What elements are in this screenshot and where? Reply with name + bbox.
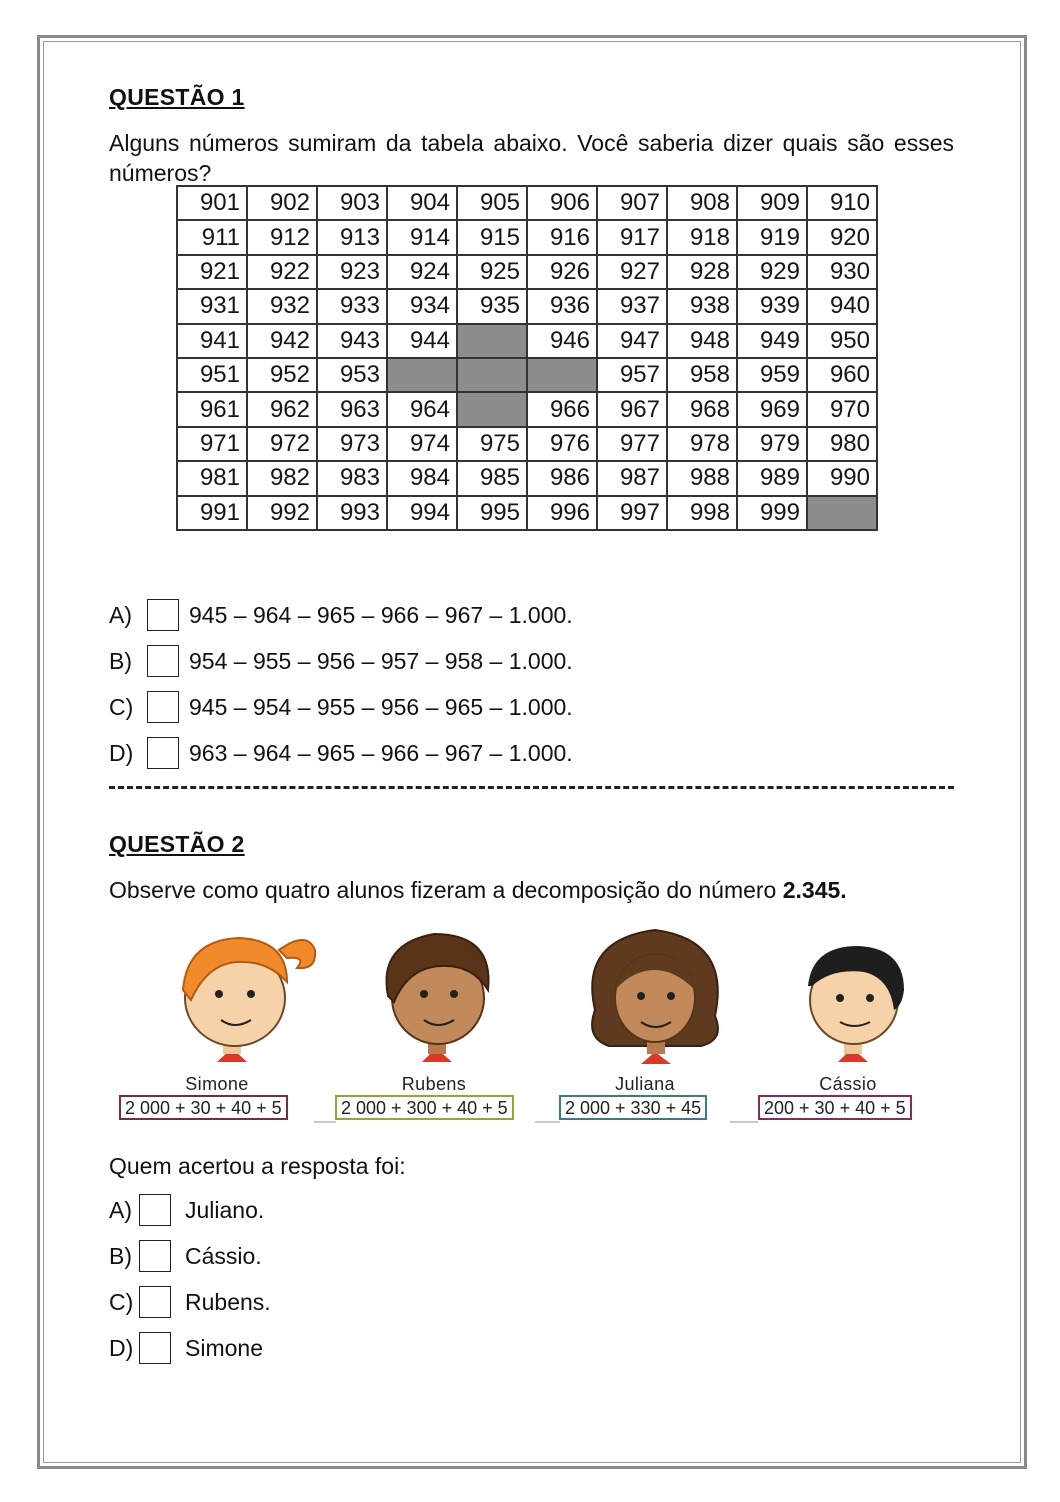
number-cell: 966 (527, 392, 597, 426)
table-row (177, 496, 877, 530)
number-cell: 925 (457, 255, 527, 289)
number-cell: 949 (737, 324, 807, 358)
student-simone (117, 920, 317, 1130)
number-cell: 978 (667, 427, 737, 461)
number-cell: 977 (597, 427, 667, 461)
number-cell: 987 (597, 461, 667, 495)
number-cell: 922 (247, 255, 317, 289)
q1-option-b[interactable] (109, 643, 573, 679)
table-row (177, 324, 877, 358)
option-text: 945 – 964 – 965 – 966 – 967 – 1.000. (189, 601, 573, 628)
number-cell: 974 (387, 427, 457, 461)
number-cell: 996 (527, 496, 597, 530)
number-cell: 995 (457, 496, 527, 530)
option-text: Juliano. (185, 1196, 265, 1223)
section-divider (109, 786, 954, 792)
number-cell: 909 (737, 186, 807, 220)
number-cell: 972 (247, 427, 317, 461)
number-cell: 959 (737, 358, 807, 392)
number-cell: 915 (457, 220, 527, 254)
boy-curly-hair-illustration (364, 920, 514, 1065)
number-cell: 957 (597, 358, 667, 392)
number-cell: 993 (317, 496, 387, 530)
q1-option-c[interactable] (109, 689, 573, 725)
question-2-heading: QUESTÃO 2 (109, 831, 245, 857)
boy-black-hair-illustration (778, 920, 928, 1065)
student-name: Cássio (819, 1074, 877, 1094)
answer-checkbox[interactable] (139, 1286, 171, 1318)
prompt-number: 2.345. (782, 877, 847, 903)
number-cell: 913 (317, 220, 387, 254)
number-cell: 967 (597, 392, 667, 426)
number-cell: 944 (387, 324, 457, 358)
option-text: Cássio. (185, 1242, 262, 1269)
number-cell: 962 (247, 392, 317, 426)
decomposition-box: 2 000 + 330 + 45 (559, 1095, 707, 1120)
number-cell: 998 (667, 496, 737, 530)
option-text: 963 – 964 – 965 – 966 – 967 – 1.000. (189, 739, 573, 766)
number-cell: 934 (387, 289, 457, 323)
number-cell: 963 (317, 392, 387, 426)
number-cell: 947 (597, 324, 667, 358)
missing-number-cell (457, 392, 527, 426)
number-cell: 950 (807, 324, 877, 358)
missing-number-cell (457, 358, 527, 392)
number-cell: 946 (527, 324, 597, 358)
number-cell: 940 (807, 289, 877, 323)
answer-checkbox[interactable] (147, 599, 179, 631)
number-cell: 908 (667, 186, 737, 220)
table-row (177, 255, 877, 289)
answer-checkbox[interactable] (139, 1240, 171, 1272)
number-cell: 983 (317, 461, 387, 495)
table-row (177, 358, 877, 392)
number-cell: 931 (177, 289, 247, 323)
table-row (177, 427, 877, 461)
number-cell: 920 (807, 220, 877, 254)
number-cell: 930 (807, 255, 877, 289)
answer-checkbox[interactable] (139, 1332, 171, 1364)
number-cell: 951 (177, 358, 247, 392)
answer-checkbox[interactable] (147, 645, 179, 677)
number-cell: 985 (457, 461, 527, 495)
number-cell: 952 (247, 358, 317, 392)
answer-checkbox[interactable] (139, 1194, 171, 1226)
girl-orange-hair-illustration (147, 920, 317, 1065)
missing-number-cell (527, 358, 597, 392)
missing-number-cell (387, 358, 457, 392)
number-cell: 988 (667, 461, 737, 495)
number-cell: 926 (527, 255, 597, 289)
number-table (176, 185, 878, 531)
answer-checkbox[interactable] (147, 737, 179, 769)
number-cell: 933 (317, 289, 387, 323)
number-cell: 903 (317, 186, 387, 220)
number-cell: 975 (457, 427, 527, 461)
option-letter: B) (109, 647, 132, 674)
number-cell: 989 (737, 461, 807, 495)
number-cell: 911 (177, 220, 247, 254)
number-cell: 905 (457, 186, 527, 220)
number-cell: 970 (807, 392, 877, 426)
number-cell: 906 (527, 186, 597, 220)
student-cassio (748, 920, 948, 1130)
girl-curly-hair-illustration (575, 920, 735, 1065)
number-cell: 964 (387, 392, 457, 426)
number-cell: 936 (527, 289, 597, 323)
number-cell: 991 (177, 496, 247, 530)
number-cell: 918 (667, 220, 737, 254)
number-cell: 935 (457, 289, 527, 323)
number-cell: 960 (807, 358, 877, 392)
number-cell: 973 (317, 427, 387, 461)
q1-option-a[interactable] (109, 597, 573, 633)
student-juliana (545, 920, 745, 1130)
table-row (177, 220, 877, 254)
number-cell: 921 (177, 255, 247, 289)
option-letter: C) (109, 693, 134, 720)
number-cell: 907 (597, 186, 667, 220)
number-cell: 902 (247, 186, 317, 220)
student-name: Simone (185, 1074, 249, 1094)
number-cell: 917 (597, 220, 667, 254)
number-cell: 916 (527, 220, 597, 254)
number-cell: 910 (807, 186, 877, 220)
number-cell: 948 (667, 324, 737, 358)
table-row (177, 392, 877, 426)
number-cell: 939 (737, 289, 807, 323)
number-cell: 997 (597, 496, 667, 530)
prompt-text: Observe como quatro alunos fizeram a decomposição do número (109, 877, 783, 903)
decomposition-box: 200 + 30 + 40 + 5 (758, 1095, 912, 1120)
q2-option-a[interactable] (109, 1192, 264, 1228)
option-letter: D) (109, 1334, 134, 1361)
option-text: 945 – 954 – 955 – 956 – 965 – 1.000. (189, 693, 573, 720)
decomposition-box: 2 000 + 30 + 40 + 5 (119, 1095, 288, 1120)
option-text: 954 – 955 – 956 – 957 – 958 – 1.000. (189, 647, 573, 674)
table-row (177, 461, 877, 495)
option-text: Rubens. (185, 1288, 271, 1315)
number-cell: 912 (247, 220, 317, 254)
question-2-ask: Quem acertou a resposta foi: (109, 1153, 406, 1179)
number-cell: 971 (177, 427, 247, 461)
number-cell: 984 (387, 461, 457, 495)
number-cell: 982 (247, 461, 317, 495)
number-cell: 968 (667, 392, 737, 426)
table-row (177, 186, 877, 220)
table-row (177, 289, 877, 323)
option-letter: C) (109, 1288, 134, 1315)
number-cell: 901 (177, 186, 247, 220)
question-1-prompt: Alguns números sumiram da tabela abaixo. Você saberia dizer quais são esses números? (109, 130, 954, 186)
number-cell: 994 (387, 496, 457, 530)
number-cell: 976 (527, 427, 597, 461)
number-cell: 928 (667, 255, 737, 289)
decorative-line (314, 1121, 336, 1123)
q1-option-d[interactable] (109, 735, 573, 771)
number-cell: 986 (527, 461, 597, 495)
number-cell: 914 (387, 220, 457, 254)
student-name: Juliana (615, 1074, 675, 1094)
option-letter: D) (109, 739, 134, 766)
number-cell: 937 (597, 289, 667, 323)
number-cell: 999 (737, 496, 807, 530)
number-cell: 980 (807, 427, 877, 461)
number-cell: 924 (387, 255, 457, 289)
number-cell: 953 (317, 358, 387, 392)
decorative-line (730, 1121, 758, 1123)
number-cell: 919 (737, 220, 807, 254)
number-cell: 941 (177, 324, 247, 358)
missing-number-cell (457, 324, 527, 358)
q2-option-c[interactable] (109, 1284, 271, 1320)
number-cell: 929 (737, 255, 807, 289)
number-cell: 938 (667, 289, 737, 323)
number-cell: 932 (247, 289, 317, 323)
question-1-heading: QUESTÃO 1 (109, 84, 245, 110)
number-cell: 927 (597, 255, 667, 289)
student-rubens (334, 920, 534, 1130)
number-cell: 979 (737, 427, 807, 461)
number-cell: 990 (807, 461, 877, 495)
number-cell: 942 (247, 324, 317, 358)
option-letter: A) (109, 1196, 132, 1223)
missing-number-cell (807, 496, 877, 530)
option-text: Simone (185, 1334, 263, 1361)
q2-option-d[interactable] (109, 1330, 263, 1366)
number-cell: 904 (387, 186, 457, 220)
question-2-prompt (109, 875, 954, 905)
number-cell: 992 (247, 496, 317, 530)
number-cell: 943 (317, 324, 387, 358)
option-letter: A) (109, 601, 132, 628)
number-cell: 969 (737, 392, 807, 426)
student-name: Rubens (401, 1074, 467, 1094)
option-letter: B) (109, 1242, 132, 1269)
number-cell: 923 (317, 255, 387, 289)
number-cell: 981 (177, 461, 247, 495)
decomposition-box: 2 000 + 300 + 40 + 5 (335, 1095, 514, 1120)
number-cell: 961 (177, 392, 247, 426)
number-cell: 958 (667, 358, 737, 392)
q2-option-b[interactable] (109, 1238, 262, 1274)
decorative-line (535, 1121, 560, 1123)
answer-checkbox[interactable] (147, 691, 179, 723)
